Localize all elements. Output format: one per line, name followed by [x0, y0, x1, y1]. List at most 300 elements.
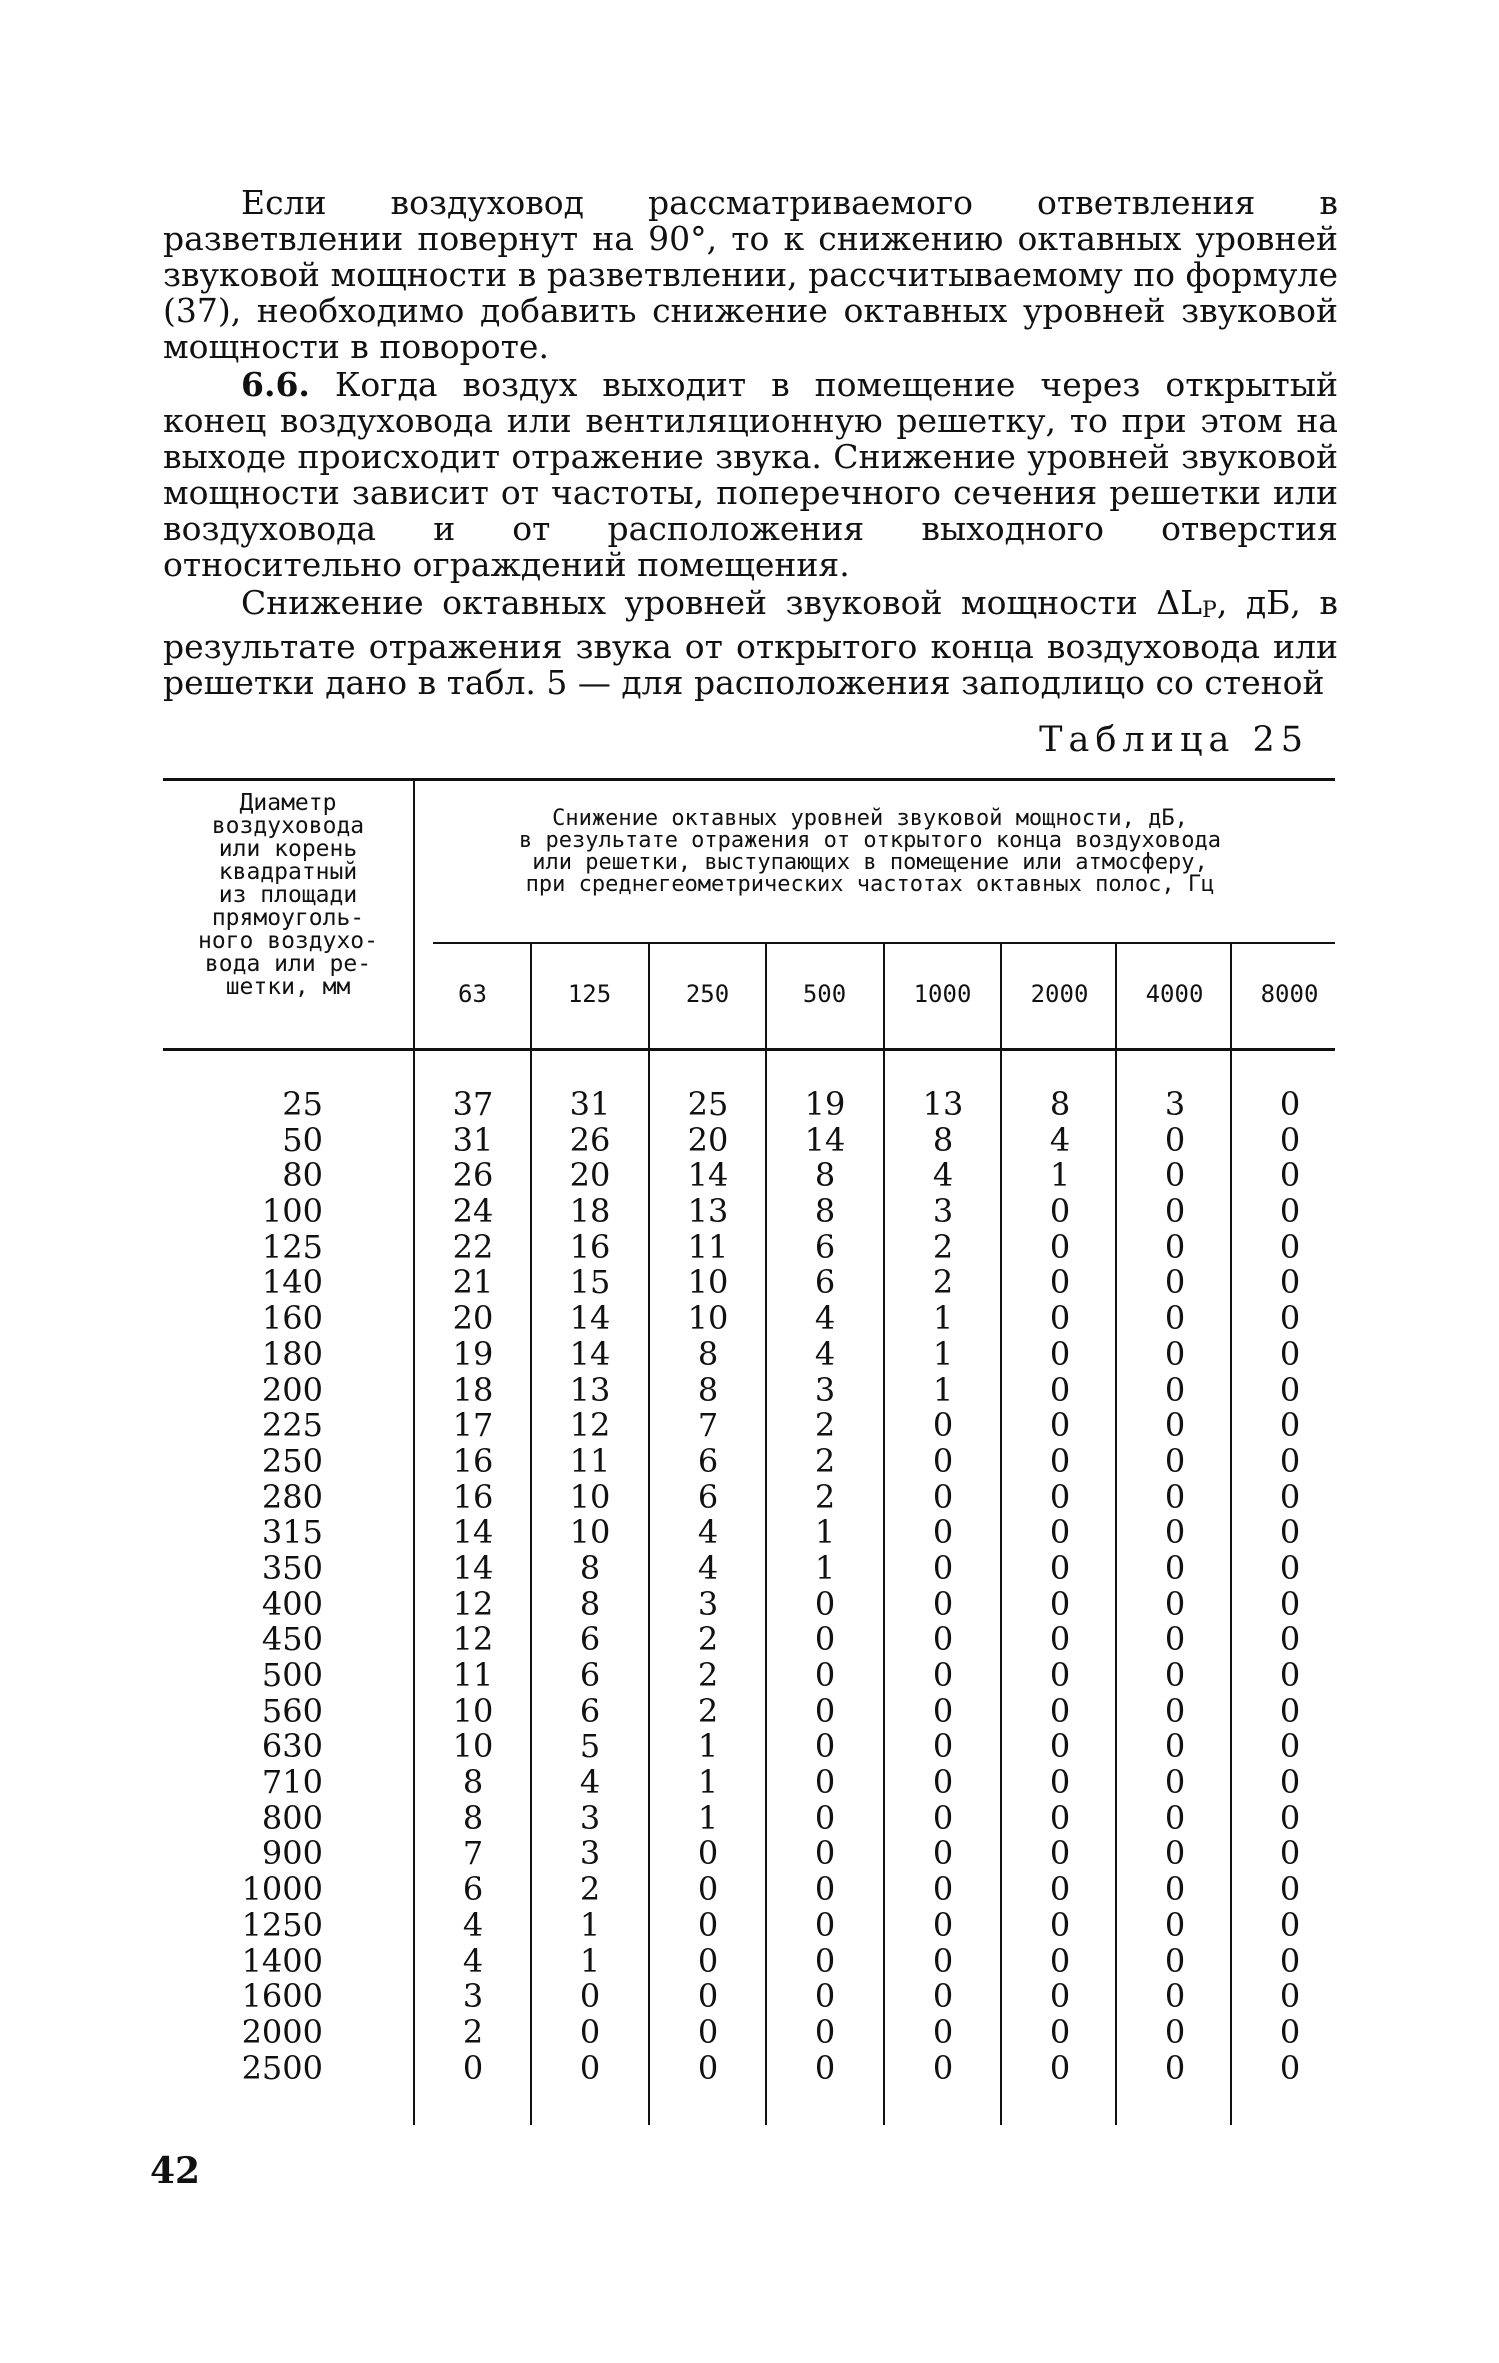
value-cell: 3 — [697, 1584, 719, 1623]
table-left-header — [163, 792, 413, 999]
value-cell: 0 — [1049, 1370, 1071, 1409]
value-cell: 1 — [579, 1905, 601, 1944]
value-cell: 19 — [452, 1334, 494, 1373]
value-cell: 1 — [932, 1299, 954, 1338]
value-cell: 0 — [932, 1406, 954, 1445]
value-cell: 4 — [814, 1299, 836, 1338]
value-cell: 0 — [1164, 1798, 1186, 1837]
value-cell: 0 — [1164, 1620, 1186, 1659]
value-cell: 0 — [932, 1834, 954, 1873]
left-header-line: ного воздухо- — [197, 928, 378, 954]
value-cell: 0 — [932, 1941, 954, 1980]
value-cell: 0 — [1049, 1941, 1071, 1980]
value-cell: 0 — [1049, 1905, 1071, 1944]
value-cell: 0 — [932, 1656, 954, 1694]
value-cell: 8 — [579, 1548, 601, 1587]
value-cell: 0 — [814, 1870, 836, 1909]
value-cell: 0 — [1164, 1477, 1186, 1516]
value-cell: 12 — [452, 1620, 494, 1659]
column-1000 — [888, 1087, 998, 2086]
value-cell: 0 — [1049, 1691, 1071, 1730]
value-cell: 2 — [462, 2012, 484, 2051]
value-cell: 0 — [1279, 1834, 1301, 1873]
value-cell: 6 — [814, 1227, 836, 1266]
value-cell: 0 — [814, 2012, 836, 2051]
column-rule-7 — [1230, 942, 1232, 2125]
value-cell: 4 — [814, 1334, 836, 1373]
value-cell: 6 — [579, 1656, 601, 1694]
table-top-header — [430, 808, 1310, 896]
table-title: Таблица 25 — [1039, 720, 1309, 760]
value-cell: 3 — [579, 1798, 601, 1837]
value-cell: 1 — [1049, 1156, 1071, 1195]
left-header-line: прямоуголь- — [211, 905, 365, 931]
value-cell: 6 — [579, 1620, 601, 1659]
value-cell: 0 — [1049, 1548, 1071, 1587]
value-cell: 4 — [697, 1513, 719, 1552]
left-header-line: воздуховода — [211, 813, 365, 839]
value-cell: 0 — [932, 1691, 954, 1730]
diameter-cell: 450 — [261, 1620, 323, 1659]
value-cell: 0 — [1279, 2048, 1301, 2087]
value-cell: 0 — [1164, 1406, 1186, 1445]
diameter-cell: 1400 — [241, 1941, 323, 1980]
value-cell: 0 — [1049, 1477, 1071, 1516]
value-cell: 0 — [1164, 1227, 1186, 1266]
value-cell: 14 — [687, 1156, 729, 1195]
value-cell: 3 — [814, 1370, 836, 1409]
column-rule-2 — [648, 942, 650, 2125]
value-cell: 0 — [814, 1834, 836, 1873]
diameter-cell: 800 — [261, 1798, 323, 1837]
value-cell: 5 — [579, 1727, 601, 1766]
value-cell: 12 — [452, 1584, 494, 1623]
value-cell: 0 — [932, 1441, 954, 1480]
value-cell: 1 — [932, 1334, 954, 1373]
value-cell: 0 — [1049, 1727, 1071, 1766]
value-cell: 8 — [1049, 1085, 1071, 1123]
value-cell: 4 — [462, 1905, 484, 1944]
freq-header-500: 500 — [802, 980, 847, 1008]
value-cell: 31 — [452, 1120, 494, 1159]
value-cell: 26 — [452, 1156, 494, 1195]
value-cell: 0 — [814, 1763, 836, 1802]
value-cell: 0 — [1049, 1584, 1071, 1623]
paragraph-3-before: Снижение октавных уровней звуковой мощности ΔL — [241, 583, 1203, 622]
value-cell: 4 — [1049, 1120, 1071, 1159]
value-cell: 0 — [1164, 1513, 1186, 1552]
diameter-cell: 2000 — [241, 2012, 323, 2051]
value-cell: 0 — [1164, 1905, 1186, 1944]
value-cell: 7 — [697, 1406, 719, 1445]
value-cell: 8 — [462, 1763, 484, 1802]
value-cell: 31 — [569, 1085, 611, 1123]
value-cell: 1 — [814, 1548, 836, 1587]
value-cell: 0 — [1279, 1548, 1301, 1587]
value-cell: 4 — [697, 1548, 719, 1587]
value-cell: 6 — [814, 1263, 836, 1302]
value-cell: 0 — [1279, 1227, 1301, 1266]
value-cell: 0 — [1164, 1834, 1186, 1873]
value-cell: 0 — [814, 1941, 836, 1980]
value-cell: 0 — [1164, 1727, 1186, 1766]
freq-header-63: 63 — [458, 980, 487, 1008]
value-cell: 0 — [1279, 1691, 1301, 1730]
value-cell: 8 — [697, 1370, 719, 1409]
value-cell: 0 — [697, 1870, 719, 1909]
value-cell: 0 — [697, 1834, 719, 1873]
value-cell: 0 — [1279, 1763, 1301, 1802]
value-cell: 0 — [1164, 1870, 1186, 1909]
value-cell: 0 — [1049, 2012, 1071, 2051]
value-cell: 0 — [932, 1870, 954, 1909]
body-text — [163, 185, 1338, 701]
page-number: 42 — [150, 2150, 201, 2192]
value-cell: 10 — [452, 1727, 494, 1766]
diameter-cell: 80 — [282, 1156, 323, 1195]
column-4000 — [1120, 1087, 1230, 2086]
value-cell: 11 — [687, 1227, 729, 1266]
value-cell: 26 — [569, 1120, 611, 1159]
value-cell: 8 — [814, 1192, 836, 1231]
value-cell: 0 — [814, 1727, 836, 1766]
value-cell: 8 — [462, 1798, 484, 1837]
value-cell: 0 — [814, 1905, 836, 1944]
value-cell: 0 — [1049, 1870, 1071, 1909]
value-cell: 0 — [1279, 1477, 1301, 1516]
value-cell: 0 — [1279, 1941, 1301, 1980]
diameter-cell: 180 — [261, 1334, 323, 1373]
freq-header-1000: 1000 — [913, 980, 972, 1008]
value-cell: 0 — [1279, 1120, 1301, 1159]
paragraph-3 — [163, 585, 1338, 701]
diameter-cell: 280 — [261, 1477, 323, 1516]
value-cell: 0 — [1164, 1334, 1186, 1373]
value-cell: 0 — [1164, 1192, 1186, 1231]
value-cell: 6 — [462, 1870, 484, 1909]
value-cell: 0 — [932, 2012, 954, 2051]
value-cell: 12 — [569, 1406, 611, 1445]
value-cell: 8 — [579, 1584, 601, 1623]
paragraph-2-text: Когда воздух выходит в помещение через открытый конец воздуховода или вентиляционную решетку, то при этом на выходе происходит отражение звука. Снижение уровней звуковой мощности зависит от частоты, поперечного сечения решетки или воздуховода и от расположения выходного отверстия относительно ограждений помещения. — [163, 365, 1338, 584]
diameter-cell: 1600 — [241, 1977, 323, 2016]
value-cell: 0 — [1164, 1263, 1186, 1302]
diameter-cell: 200 — [261, 1370, 323, 1409]
value-cell: 0 — [1279, 1620, 1301, 1659]
value-cell: 0 — [1279, 2012, 1301, 2051]
value-cell: 14 — [804, 1120, 846, 1159]
column-2000 — [1005, 1087, 1115, 2086]
value-cell: 0 — [1049, 1977, 1071, 2016]
value-cell: 0 — [1049, 1441, 1071, 1480]
diameter-column — [163, 1087, 323, 2086]
value-cell: 8 — [814, 1156, 836, 1195]
left-header-line: шетки, мм — [225, 974, 351, 1000]
value-cell: 0 — [1049, 1299, 1071, 1338]
value-cell: 0 — [932, 1548, 954, 1587]
value-cell: 6 — [579, 1691, 601, 1730]
value-cell: 0 — [462, 2048, 484, 2087]
value-cell: 4 — [579, 1763, 601, 1802]
value-cell: 1 — [932, 1370, 954, 1409]
value-cell: 8 — [697, 1334, 719, 1373]
value-cell: 21 — [452, 1263, 494, 1302]
value-cell: 3 — [462, 1977, 484, 2016]
value-cell: 2 — [697, 1691, 719, 1730]
value-cell: 0 — [1164, 1691, 1186, 1730]
value-cell: 0 — [1279, 1085, 1301, 1123]
left-header-line: вода или ре- — [204, 951, 372, 977]
freq-header-250: 250 — [685, 980, 730, 1008]
value-cell: 0 — [1164, 1370, 1186, 1409]
value-cell: 3 — [1164, 1085, 1186, 1123]
freq-header-4000: 4000 — [1145, 980, 1204, 1008]
value-cell: 16 — [452, 1441, 494, 1480]
column-63 — [418, 1087, 528, 2086]
value-cell: 0 — [814, 1977, 836, 2016]
freq-header-8000: 8000 — [1260, 980, 1319, 1008]
column-250 — [653, 1087, 763, 2086]
value-cell: 0 — [1164, 1120, 1186, 1159]
freq-header-125: 125 — [567, 980, 612, 1008]
diameter-cell: 50 — [282, 1120, 323, 1159]
value-cell: 0 — [697, 1941, 719, 1980]
value-cell: 7 — [462, 1834, 484, 1873]
value-cell: 4 — [462, 1941, 484, 1980]
value-cell: 0 — [932, 1513, 954, 1552]
value-cell: 0 — [1279, 1727, 1301, 1766]
value-cell: 2 — [579, 1870, 601, 1909]
value-cell: 20 — [687, 1120, 729, 1159]
value-cell: 0 — [579, 1977, 601, 2016]
diameter-cell: 125 — [261, 1227, 323, 1266]
paragraph-2 — [163, 367, 1338, 583]
value-cell: 1 — [579, 1941, 601, 1980]
diameter-cell: 630 — [261, 1727, 323, 1766]
value-cell: 0 — [932, 1727, 954, 1766]
value-cell: 0 — [1279, 1513, 1301, 1552]
value-cell: 0 — [932, 1905, 954, 1944]
value-cell: 14 — [569, 1299, 611, 1338]
value-cell: 20 — [569, 1156, 611, 1195]
value-cell: 0 — [1164, 1441, 1186, 1480]
value-cell: 0 — [1279, 1263, 1301, 1302]
value-cell: 0 — [1279, 1905, 1301, 1944]
left-header-line: или корень — [218, 836, 358, 862]
value-cell: 24 — [452, 1192, 494, 1231]
value-cell: 0 — [1164, 2012, 1186, 2051]
value-cell: 0 — [1279, 1299, 1301, 1338]
value-cell: 16 — [569, 1227, 611, 1266]
value-cell: 0 — [1279, 1870, 1301, 1909]
value-cell: 2 — [814, 1477, 836, 1516]
table-header-rule — [163, 1048, 1335, 1051]
value-cell: 6 — [697, 1441, 719, 1480]
value-cell: 11 — [452, 1656, 494, 1694]
left-header-line: квадратный — [218, 859, 358, 885]
value-cell: 2 — [814, 1406, 836, 1445]
value-cell: 0 — [1279, 1370, 1301, 1409]
value-cell: 10 — [569, 1477, 611, 1516]
value-cell: 0 — [1049, 1798, 1071, 1837]
value-cell: 25 — [687, 1085, 729, 1123]
value-cell: 18 — [452, 1370, 494, 1409]
value-cell: 0 — [1049, 1406, 1071, 1445]
value-cell: 0 — [1164, 1656, 1186, 1694]
paragraph-1: Если воздуховод рассматриваемого ответвления в разветвлении повернут на 90°, то к снижению октавных уровней звуковой мощности в разветвлении, рассчитываемому по формуле (37), необходимо добавить снижение октавных уровней звуковой мощности в повороте. — [163, 183, 1338, 366]
diameter-cell: 350 — [261, 1548, 323, 1587]
value-cell: 0 — [1164, 2048, 1186, 2087]
value-cell: 0 — [1164, 1299, 1186, 1338]
column-125 — [535, 1087, 645, 2086]
table-top-rule — [163, 778, 1335, 781]
value-cell: 13 — [569, 1370, 611, 1409]
value-cell: 20 — [452, 1299, 494, 1338]
value-cell: 3 — [579, 1834, 601, 1873]
diameter-cell: 140 — [261, 1263, 323, 1302]
value-cell: 2 — [697, 1656, 719, 1694]
diameter-cell: 2500 — [241, 2048, 323, 2087]
column-rule-1 — [530, 942, 532, 2125]
diameter-cell: 710 — [261, 1763, 323, 1802]
value-cell: 14 — [452, 1548, 494, 1587]
value-cell: 22 — [452, 1227, 494, 1266]
freq-header-2000: 2000 — [1030, 980, 1089, 1008]
value-cell: 8 — [932, 1120, 954, 1159]
diameter-cell: 1250 — [241, 1905, 323, 1944]
top-header-line: при среднегеометрических частотах октавных полос, Гц — [525, 872, 1215, 897]
value-cell: 0 — [1049, 1263, 1071, 1302]
column-8000 — [1235, 1087, 1345, 2086]
value-cell: 3 — [932, 1192, 954, 1231]
value-cell: 0 — [932, 1763, 954, 1802]
value-cell: 0 — [932, 1798, 954, 1837]
value-cell: 0 — [1049, 1763, 1071, 1802]
top-header-line: в результате отражения от открытого конца воздуховода — [519, 828, 1221, 853]
left-header-line: Диаметр — [239, 790, 337, 816]
value-cell: 0 — [1279, 1584, 1301, 1623]
value-cell: 0 — [697, 1977, 719, 2016]
value-cell: 1 — [697, 1798, 719, 1837]
diameter-cell: 900 — [261, 1834, 323, 1873]
diameter-cell: 250 — [261, 1441, 323, 1480]
value-cell: 2 — [932, 1263, 954, 1302]
value-cell: 11 — [569, 1441, 611, 1480]
value-cell: 0 — [1049, 1834, 1071, 1873]
value-cell: 0 — [1164, 1763, 1186, 1802]
value-cell: 14 — [569, 1334, 611, 1373]
diameter-cell: 500 — [261, 1656, 323, 1694]
value-cell: 0 — [579, 2012, 601, 2051]
value-cell: 0 — [932, 1477, 954, 1516]
left-header-line: из площади — [218, 882, 358, 908]
value-cell: 0 — [697, 2012, 719, 2051]
value-cell: 0 — [1049, 1656, 1071, 1694]
value-cell: 13 — [922, 1085, 964, 1123]
value-cell: 19 — [804, 1085, 846, 1123]
paragraph-3-after: , дБ, в результате отражения звука от открытого конца воздуховода или решетки дано в табл. 5 — для расположения заподлицо со стеной — [163, 583, 1338, 702]
value-cell: 0 — [814, 1656, 836, 1694]
value-cell: 0 — [932, 2048, 954, 2087]
value-cell: 0 — [697, 2048, 719, 2087]
value-cell: 0 — [1049, 1334, 1071, 1373]
column-rule-6 — [1115, 942, 1117, 2125]
column-rule-3 — [765, 942, 767, 2125]
value-cell: 0 — [1279, 1156, 1301, 1195]
value-cell: 0 — [1049, 1620, 1071, 1659]
value-cell: 0 — [932, 1977, 954, 2016]
value-cell: 16 — [452, 1477, 494, 1516]
value-cell: 0 — [1279, 1798, 1301, 1837]
value-cell: 0 — [814, 1620, 836, 1659]
top-header-line: Снижение октавных уровней звуковой мощности, дБ, — [552, 806, 1188, 831]
value-cell: 0 — [932, 1620, 954, 1659]
value-cell: 0 — [1279, 1192, 1301, 1231]
paragraph-3-subscript: P — [1202, 598, 1217, 623]
value-cell: 0 — [697, 1905, 719, 1944]
value-cell: 0 — [932, 1584, 954, 1623]
value-cell: 1 — [697, 1763, 719, 1802]
value-cell: 18 — [569, 1192, 611, 1231]
top-header-line: или решетки, выступающих в помещение или атмосферу, — [532, 850, 1208, 875]
value-cell: 10 — [452, 1691, 494, 1730]
value-cell: 17 — [452, 1406, 494, 1445]
diameter-cell: 1000 — [241, 1870, 323, 1909]
column-500 — [770, 1087, 880, 2086]
value-cell: 2 — [932, 1227, 954, 1266]
diameter-cell: 160 — [261, 1299, 323, 1338]
value-cell: 4 — [932, 1156, 954, 1195]
column-rule-5 — [1000, 942, 1002, 2125]
value-cell: 0 — [1164, 1548, 1186, 1587]
value-cell: 0 — [1049, 1227, 1071, 1266]
diameter-cell: 400 — [261, 1584, 323, 1623]
column-rule-4 — [883, 942, 885, 2125]
value-cell: 0 — [1164, 1156, 1186, 1195]
value-cell: 1 — [814, 1513, 836, 1552]
value-cell: 13 — [687, 1192, 729, 1231]
value-cell: 0 — [1279, 1441, 1301, 1480]
value-cell: 0 — [1279, 1334, 1301, 1373]
value-cell: 0 — [1049, 1192, 1071, 1231]
value-cell: 2 — [697, 1620, 719, 1659]
value-cell: 0 — [1164, 1584, 1186, 1623]
value-cell: 15 — [569, 1263, 611, 1302]
value-cell: 0 — [1279, 1977, 1301, 2016]
diameter-cell: 225 — [261, 1406, 323, 1445]
value-cell: 37 — [452, 1085, 494, 1123]
value-cell: 0 — [1049, 2048, 1071, 2087]
value-cell: 0 — [814, 1584, 836, 1623]
value-cell: 10 — [687, 1263, 729, 1302]
value-cell: 0 — [1279, 1656, 1301, 1694]
diameter-cell: 100 — [261, 1192, 323, 1231]
value-cell: 0 — [1049, 1513, 1071, 1552]
value-cell: 10 — [569, 1513, 611, 1552]
value-cell: 10 — [687, 1299, 729, 1338]
value-cell: 0 — [1164, 1977, 1186, 2016]
value-cell: 6 — [697, 1477, 719, 1516]
diameter-cell: 560 — [261, 1691, 323, 1730]
value-cell: 0 — [1279, 1406, 1301, 1445]
value-cell: 14 — [452, 1513, 494, 1552]
value-cell: 0 — [814, 1691, 836, 1730]
diameter-cell: 25 — [282, 1085, 323, 1123]
value-cell: 0 — [814, 2048, 836, 2087]
value-cell: 0 — [814, 1798, 836, 1837]
value-cell: 0 — [1164, 1941, 1186, 1980]
diameter-cell: 315 — [261, 1513, 323, 1552]
